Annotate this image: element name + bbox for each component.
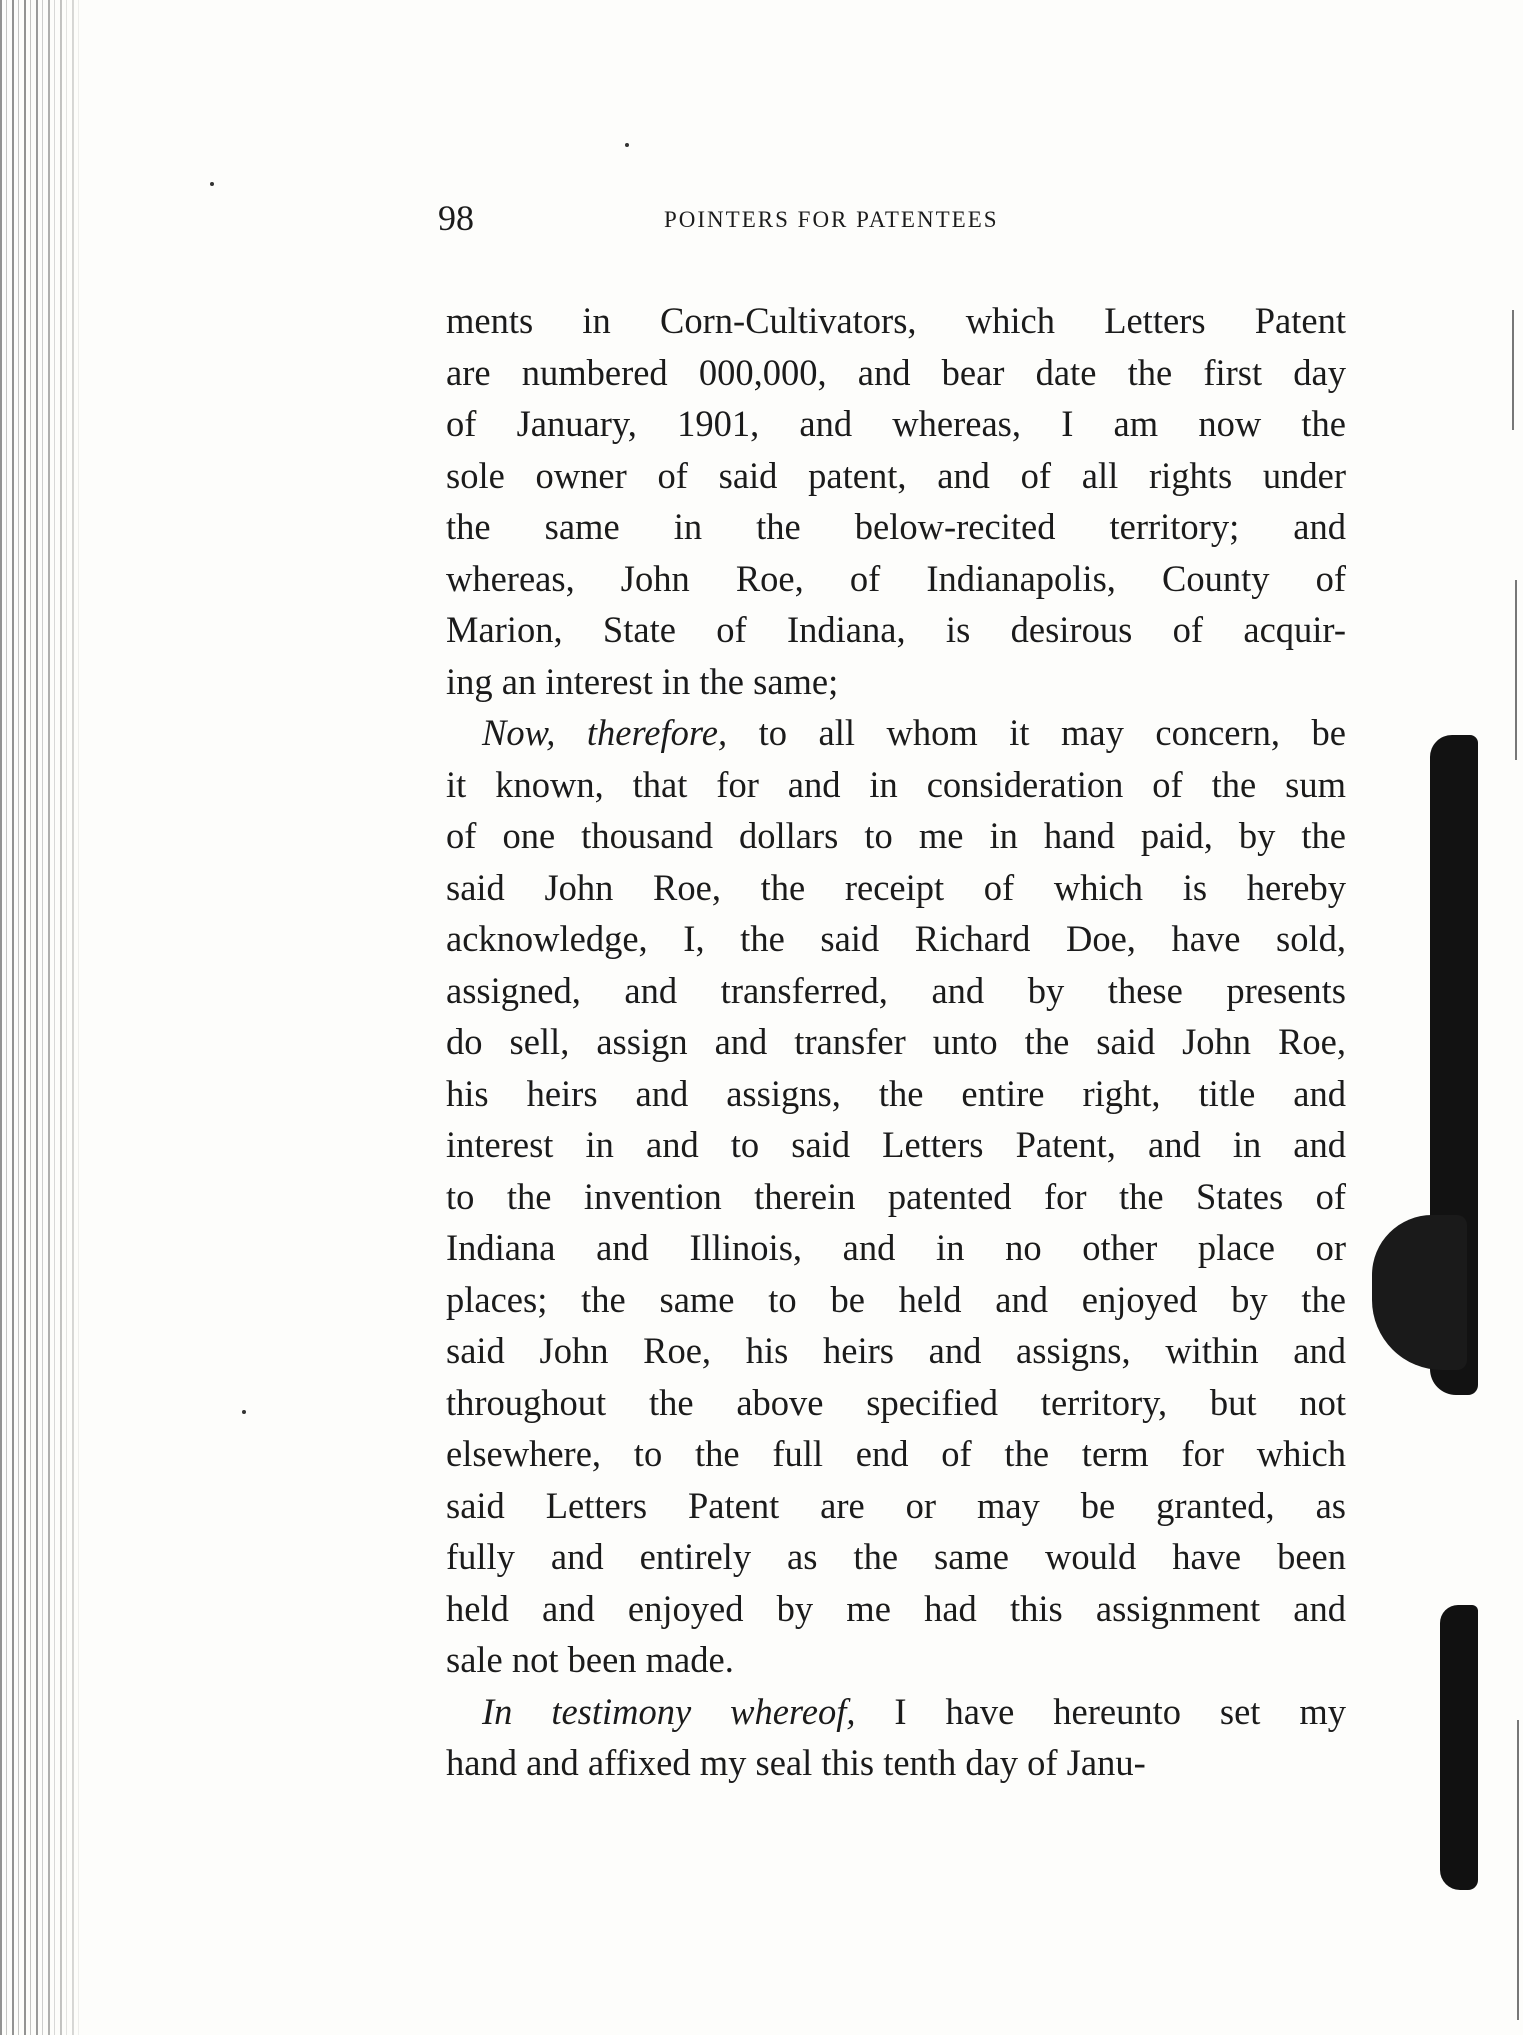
text-line [446,1377,1346,1429]
edge-line [1517,1720,1519,2020]
text-line [446,604,1346,656]
line-text: of one thousand dollars to me in hand paid, by the [446,815,1346,856]
text-line [446,656,1346,708]
edge-line [1515,580,1517,760]
line-text: sale not been made. [446,1639,734,1680]
text-line [446,707,1346,759]
line-text: do sell, assign and transfer unto the said John Roe, [446,1021,1346,1062]
line-text: Indiana and Illinois, and in no other place or [446,1227,1346,1268]
text-line [446,1686,1346,1738]
text-line [446,1222,1346,1274]
line-text: held and enjoyed by me had this assignment and [446,1587,1346,1629]
line-text: acknowledge, I, the said Richard Doe, have sold, [446,918,1346,959]
body-text [446,295,1346,1789]
text-line [446,1634,1346,1686]
line-text: to all whom it may concern, be [727,712,1346,753]
line-text: sole owner of said patent, and of all rights under [446,454,1346,496]
line-text: ing an interest in the same; [446,660,839,702]
text-line [446,1068,1346,1120]
text-line [446,1171,1346,1223]
line-text: said John Roe, his heirs and assigns, within and [446,1330,1346,1371]
running-head: POINTERS FOR PATENTEES [664,207,999,232]
page-number: 98 [438,198,474,238]
italic-phrase: Now, therefore, [482,712,728,753]
text-line [446,1480,1346,1532]
line-text: places; the same to be held and enjoyed by the [446,1278,1346,1320]
text-line [446,1531,1346,1583]
line-text: of January, 1901, and whereas, I am now the [446,403,1346,444]
line-text: elsewhere, to the full end of the term for which [446,1433,1346,1474]
speck [625,143,629,147]
page-edge-shadow [1372,1215,1467,1370]
binding-edge-shadow [0,0,80,2035]
line-text: ments in Corn-Cultivators, which Letters Patent [446,300,1346,341]
text-line [446,501,1346,553]
edge-line [1512,310,1514,430]
text-line [446,450,1346,502]
line-text: said Letters Patent are or may be granted, as [446,1484,1346,1526]
text-line [446,398,1346,450]
line-text: hand and affixed my seal this tenth day of Janu- [446,1742,1146,1783]
italic-phrase: In testimony whereof, [482,1690,856,1732]
text-line [446,759,1346,811]
text-line [446,1274,1346,1326]
text-line [446,1428,1346,1480]
line-text: assigned, and transferred, and by these presents [446,969,1346,1011]
line-text: interest in and to said Letters Patent, and in and [446,1124,1346,1165]
text-line [446,1016,1346,1068]
page-header [438,196,1128,244]
line-text: the same in the below-recited territory; and [446,506,1346,547]
text-line [446,295,1346,347]
line-text: throughout the above specified territory, but not [446,1381,1346,1423]
line-text: said John Roe, the receipt of which is hereby [446,866,1346,908]
line-text: fully and entirely as the same would have been [446,1536,1346,1577]
speck [210,182,214,186]
text-line [446,1737,1346,1789]
text-line [446,1583,1346,1635]
text-line [446,1325,1346,1377]
line-text: I have hereunto set my [855,1690,1346,1732]
text-line [446,965,1346,1017]
line-text: are numbered 000,000, and bear date the first day [446,351,1346,393]
text-line [446,810,1346,862]
speck [242,1410,246,1414]
line-text: to the invention therein patented for the States of [446,1175,1346,1217]
line-text: it known, that for and in consideration of the sum [446,763,1346,805]
text-line [446,1119,1346,1171]
text-line [446,347,1346,399]
line-text: Marion, State of Indiana, is desirous of acquir- [446,609,1346,650]
line-text: his heirs and assigns, the entire right, title and [446,1072,1346,1114]
line-text: whereas, John Roe, of Indianapolis, County of [446,557,1346,599]
text-line [446,862,1346,914]
text-line [446,913,1346,965]
page-edge-shadow [1440,1605,1478,1890]
text-line [446,553,1346,605]
